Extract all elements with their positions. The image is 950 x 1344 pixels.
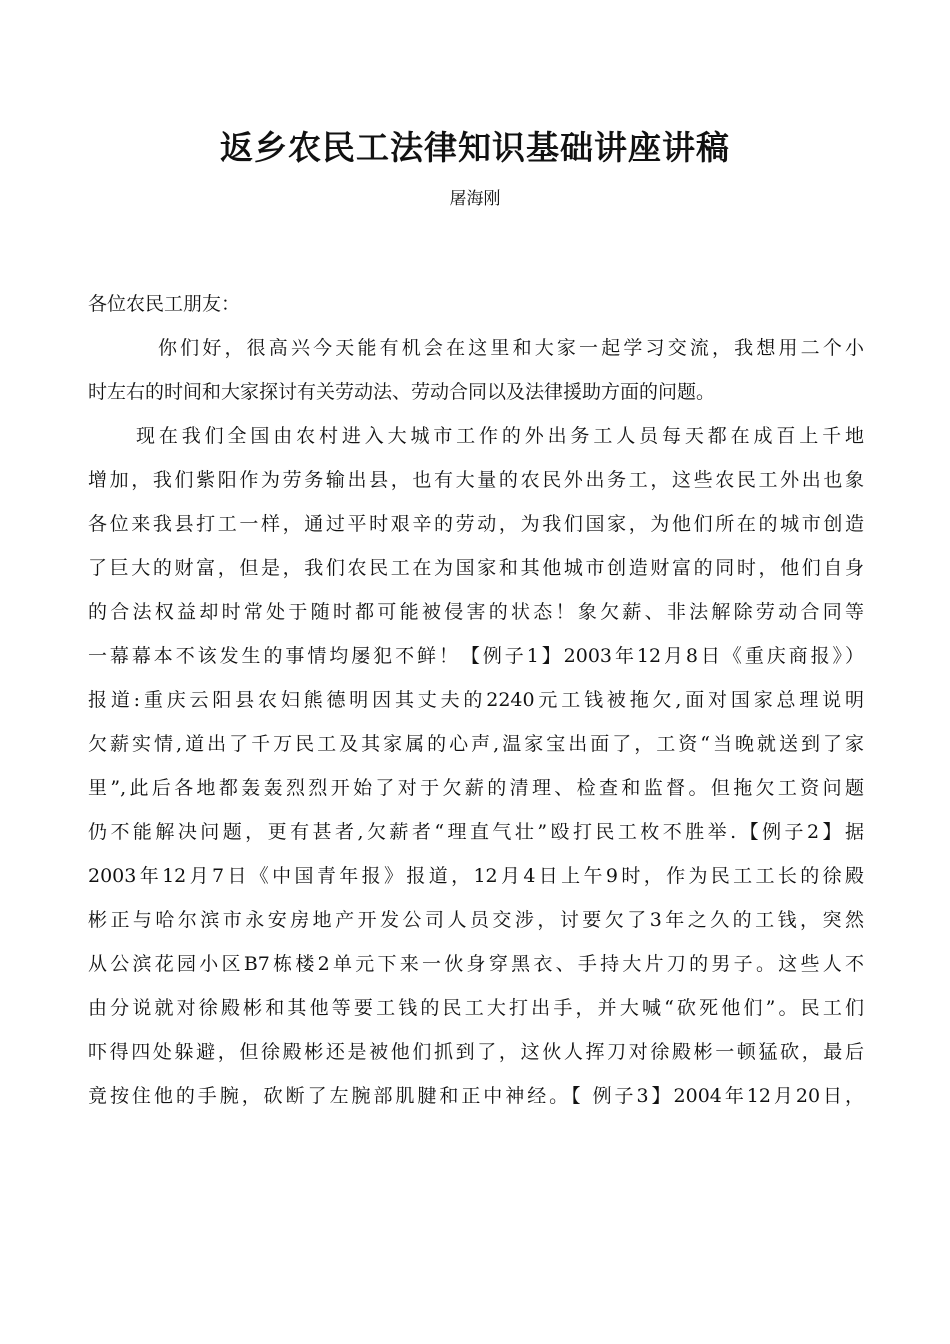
- paragraph-2-line: 彬正与哈尔滨市永安房地产开发公司人员交涉，讨要欠了3年之久的工钱，突然: [88, 909, 864, 931]
- paragraph-1-line: 时左右的时间和大家探讨有关劳动法、劳动合同以及法律援助方面的问题。: [88, 381, 716, 403]
- greeting-line: 各位农民工朋友：: [88, 293, 241, 315]
- document-title: 返乡农民工法律知识基础讲座讲稿: [220, 128, 730, 167]
- paragraph-2-line: 现在我们全国由农村进入大城市工作的外出务工人员每天都在成百上千地: [136, 425, 864, 447]
- paragraph-2-line: 里”,此后各地都轰轰烈烈开始了对于欠薪的清理、检查和监督。但拖欠工资问题: [88, 777, 864, 799]
- paragraph-2-line: 2003年12月7日《中国青年报》报道，12月4日上午9时，作为民工工长的徐殿: [88, 865, 864, 887]
- paragraph-1-line: 你们好，很高兴今天能有机会在这里和大家一起学习交流，我想用二个小: [158, 337, 864, 359]
- paragraph-2-line: 各位来我县打工一样，通过平时艰辛的劳动，为我们国家，为他们所在的城市创造: [88, 513, 864, 535]
- paragraph-2-line: 从公滨花园小区B7栋楼2单元下来一伙身穿黑衣、手持大片刀的男子。这些人不: [88, 953, 864, 975]
- paragraph-2-line: 了巨大的财富，但是，我们农民工在为国家和其他城市创造财富的同时，他们自身: [88, 557, 864, 579]
- paragraph-2-line: 吓得四处躲避，但徐殿彬还是被他们抓到了，这伙人挥刀对徐殿彬一顿猛砍，最后: [88, 1041, 864, 1063]
- paragraph-2-line: 报道:重庆云阳县农妇熊德明因其丈夫的2240元工钱被拖欠,面对国家总理说明: [88, 689, 864, 711]
- paragraph-2-line: 欠薪实情,道出了千万民工及其家属的心声,温家宝出面了，工资“当晚就送到了家: [88, 733, 864, 755]
- document-author: 屠海刚: [449, 189, 501, 209]
- paragraph-2-line: 增加，我们紫阳作为劳务输出县，也有大量的农民外出务工，这些农民工外出也象: [88, 469, 864, 491]
- paragraph-2-line: 的合法权益却时常处于随时都可能被侵害的状态！象欠薪、非法解除劳动合同等: [88, 601, 864, 623]
- paragraph-2-line: 由分说就对徐殿彬和其他等要工钱的民工大打出手，并大喊“砍死他们”。民工们: [88, 997, 864, 1019]
- paragraph-2-line: 仍不能解决问题，更有甚者,欠薪者“理直气壮”殴打民工枚不胜举.【例子2】据: [88, 821, 864, 843]
- document-body: [88, 282, 864, 1118]
- paragraph-2-line: 一幕幕本不该发生的事情均屡犯不鲜！【例子1】2003年12月8日《重庆商报》）: [88, 645, 864, 667]
- paragraph-2-line: 竟按住他的手腕，砍断了左腕部肌腱和正中神经。【 例子3】2004年12月20日，: [88, 1085, 864, 1107]
